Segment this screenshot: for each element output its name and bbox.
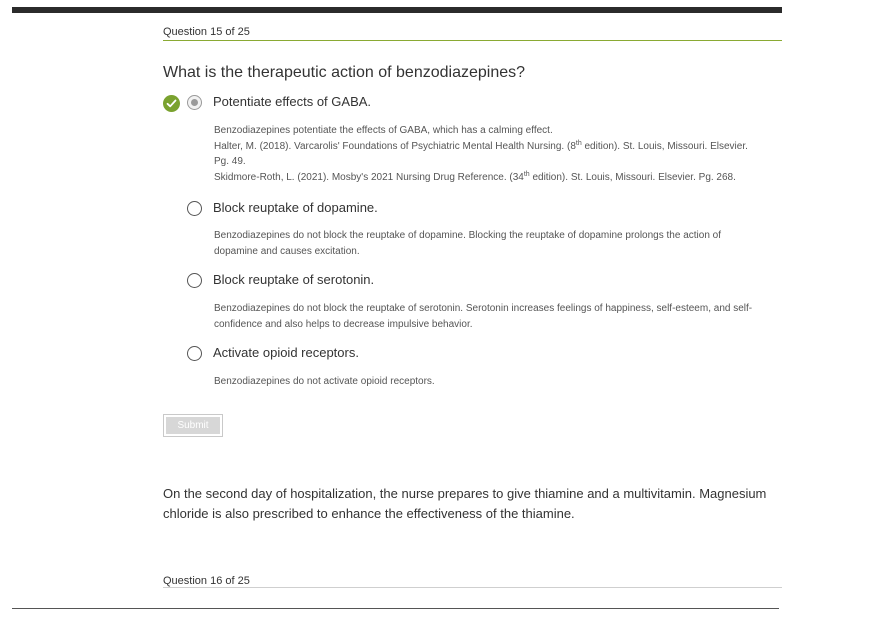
question-text: What is the therapeutic action of benzodiazepines? [163,64,526,81]
feedback-text: Benzodiazepines do not activate opioid receptors. [214,376,435,387]
question-header [163,22,782,41]
option-label: Activate opioid receptors. [213,345,359,360]
scenario-line: On the second day of hospitalization, the nurse prepares to give thiamine and a multivitamin. Magnesium [163,486,767,501]
check-circle-icon [163,95,180,112]
option-label: Block reuptake of dopamine. [213,200,378,215]
option-feedback [214,374,784,390]
option-label: Block reuptake of serotonin. [213,272,375,287]
radio-button[interactable] [187,346,202,361]
radio-button[interactable] [187,273,202,288]
option-feedback [214,123,784,185]
reference-skidmore: Skidmore-Roth, L. (2021). Mosby's 2021 Nursing Drug Reference. (34th edition). St. Louis, Missouri. Elsevier. Pg. 268. [214,170,736,183]
feedback-text: Benzodiazepines do not block the reuptake of serotonin. Serotonin increases feelings of happiness, self-esteem, and self- [214,303,753,314]
submit-button[interactable] [163,414,223,437]
scenario-line: chloride is also prescribed to enhance the effectiveness of the thiamine. [163,506,575,521]
radio-button[interactable] [187,95,202,110]
radio-button[interactable] [187,201,202,216]
question-counter: Question 15 of 25 [163,26,250,38]
reference-halter: Halter, M. (2018). Varcarolis' Foundations of Psychiatric Mental Health Nursing. (8th edition). St. Louis, Missouri. Elsevier. [214,139,748,152]
top-bar [12,7,782,13]
feedback-text: confidence and also helps to decrease impulsive behavior. [214,318,473,330]
feedback-text: dopamine and causes excitation. [214,245,360,257]
option-feedback [214,228,784,259]
scenario-text [163,484,782,524]
submit-button-label: Submit [166,417,220,434]
option-label: Potentiate effects of GABA. [213,94,372,109]
next-question-header [163,571,782,588]
feedback-text: Benzodiazepines do not block the reuptake of dopamine. Blocking the reuptake of dopamine prolongs the action of [214,230,722,241]
next-question-counter: Question 16 of 25 [163,575,250,587]
feedback-text: Benzodiazepines potentiate the effects of GABA, which has a calming effect. [214,125,553,136]
option-feedback [214,301,784,332]
bottom-divider [12,608,779,609]
reference-halter-page: Pg. 49. [214,156,246,167]
